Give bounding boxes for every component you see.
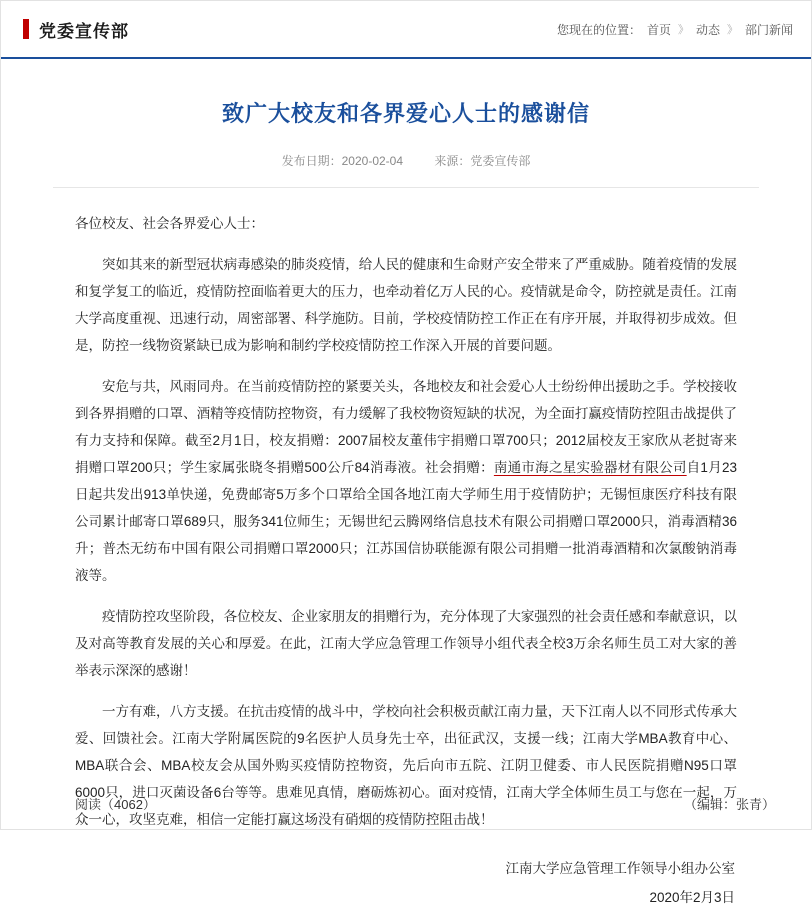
breadcrumb-separator-icon: 》 [677,24,689,36]
signature: 江南大学应急管理工作领导小组办公室 [505,860,735,876]
signature-date: 2020年2月3日 [649,889,735,905]
department-title: 党委宣传部 [39,21,129,41]
publish-date: 发布日期：2020-02-04 [281,153,404,168]
page-title: 致广大校友和各界爱心人士的感谢信 [221,101,590,126]
paragraph-2-pre: 安危与共，风雨同舟。在当前疫情防控的紧要关头，各地校友和社会爱心人士纷纷伸出援助之手。学校接收到各界捐赠的口罩、酒精等疫情防控物资，有力缓解了我校物资短缺的状况，为全面打赢疫情防控阻击战提供了有力支持和保障。截至2月1日，校友捐赠：2007届校友董伟宇捐赠口罩700只；2012届校友王家欣从老挝寄来捐赠口罩200只；学生家属张晓冬捐赠500公斤84消毒液。社会捐赠： [75,378,737,475]
site-header [1,1,811,59]
paragraph-4: 一方有难，八方支援。在抗击疫情的战斗中，学校向社会积极贡献江南力量，天下江南人以不同形式传承大爱、回馈社会。江南大学附属医院的9名医护人员身先士卒，出征武汉，支援一线；江南大学MBA教育中心、MBA联合会、MBA校友会从国外购买疫情防控物资，先后向市五院、江阴卫健委、市人民医院捐赠N95口罩6000只，进口灭菌设备6台等等。患难见真情，磨砺炼初心。面对疫情，江南大学全体师生员工与您在一起，万众一心，攻坚克难，相信一定能打赢这场没有硝烟的疫情防控阻击战！ [75,703,737,827]
salutation: 各位校友、社会各界爱心人士： [75,215,264,231]
paragraph-2 [75,373,737,589]
paragraph-2-post: 自1月23日起共发出913单快递，免费邮寄5万多个口罩给全国各地江南大学师生用于疫情防护；无锡恒康医疗科技有限公司累计邮寄口罩689只，服务341位师生；无锡世纪云腾网络信息技术有限公司捐赠口罩2000只，消毒酒精36升；普杰无纺布中国有限公司捐赠口罩2000只；江苏国信协联能源有限公司捐赠一批消毒酒精和次氯酸钠消毒液等。 [75,459,737,583]
breadcrumb-item-news[interactable]: 动态 [695,22,720,37]
breadcrumb-separator-icon: 》 [726,24,738,36]
article-source: 来源：党委宣传部 [434,153,531,168]
article-meta [53,152,759,169]
breadcrumb-label: 您现在的位置： [556,22,641,37]
meta-divider [53,187,759,188]
breadcrumb-item-home[interactable]: 首页 [646,22,671,37]
breadcrumb [557,21,793,38]
article-footer [1,777,811,829]
paragraph-2-highlight: 南通市海之星实验器材有限公司 [493,459,687,475]
paragraph-3: 疫情防控攻坚阶段，各位校友、企业家朋友的捐赠行为，充分体现了大家强烈的社会责任感和奉献意识，以及对高等教育发展的关心和厚爱。在此，江南大学应急管理工作领导小组代表全校3万余名师生员工对大家的善举表示深深的感谢！ [75,608,737,678]
breadcrumb-item-department-news[interactable]: 部门新闻 [744,22,793,37]
department-brand [23,17,129,42]
red-bar-icon [23,19,29,39]
paragraph-1: 突如其来的新型冠状病毒感染的肺炎疫情，给人民的健康和生命财产安全带来了严重威胁。随着疫情的发展和复学复工的临近，疫情防控面临着更大的压力，也牵动着亿万人民的心。疫情就是命令，防控就是责任。江南大学高度重视、迅速行动，周密部署、科学施防。目前，学校疫情防控工作正在有序开展，并取得初步成效。但是，防控一线物资紧缺已成为影响和制约学校疫情防控工作深入开展的首要问题。 [75,256,737,353]
read-count: 阅读（4062） [75,797,156,812]
editor-credit: （编辑：张青） [683,797,775,812]
article-body [53,210,759,833]
